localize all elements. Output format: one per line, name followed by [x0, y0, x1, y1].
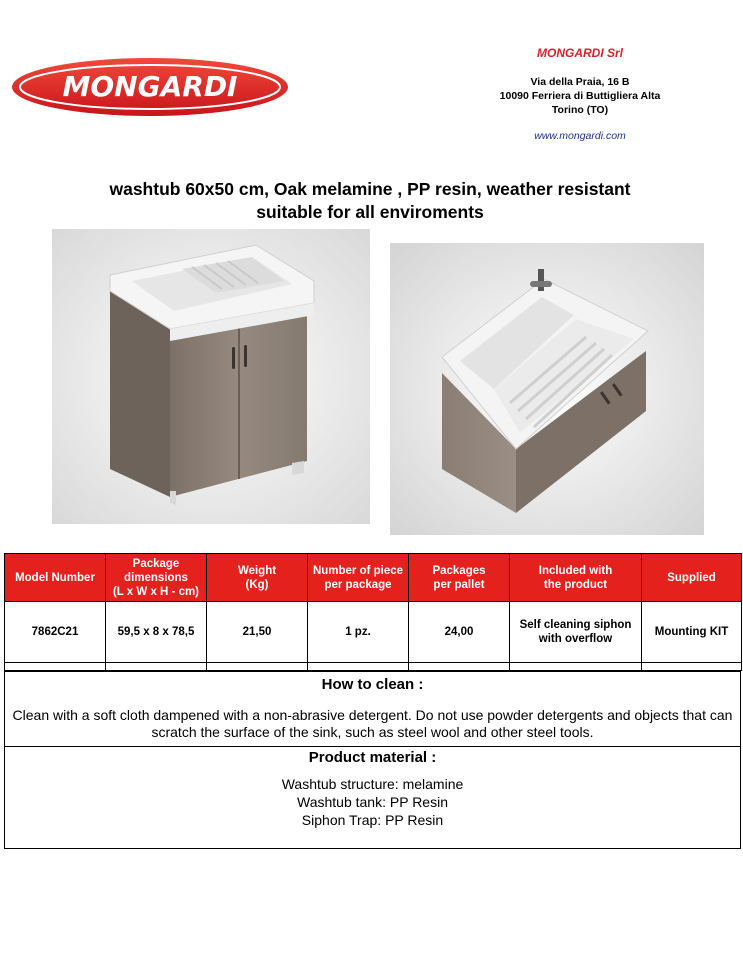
specs-table: [4, 553, 742, 671]
cell-supplied: Mounting KIT: [642, 602, 742, 663]
company-name: MONGARDI Srl: [536, 46, 623, 60]
cell-model-number: 7862C21: [5, 602, 106, 663]
specs-header-row: [5, 554, 742, 602]
header-included: Included with the product: [510, 554, 642, 602]
specs-data-row: [5, 602, 742, 663]
cell-weight: 21,50: [207, 602, 308, 663]
care-info-box: [4, 671, 741, 849]
material-line: Siphon Trap: PP Resin: [301, 812, 444, 828]
product-photo-front: [52, 229, 370, 524]
product-title-line: suitable for all enviroments: [256, 202, 484, 222]
company-address-line: Via della Praia, 16 B: [530, 76, 630, 88]
cleaning-text: Clean with a soft cloth dampened with a non-abrasive detergent. Do not use powder detergents and objects that can scratch the surface of the sink, such as steel wool and other steel tools.: [12, 707, 733, 740]
header-packages-per-pallet: Packages per pallet: [409, 554, 510, 602]
product-title: [40, 178, 700, 224]
product-photo-top: [390, 243, 704, 535]
material-heading: Product material :: [308, 749, 437, 766]
material-line: Washtub structure: melamine: [281, 776, 464, 792]
header-model-number: Model Number: [5, 554, 106, 602]
mongardi-logo: [10, 56, 290, 118]
material-line: Washtub tank: PP Resin: [297, 794, 448, 810]
product-title-line: washtub 60x50 cm, Oak melamine , PP resin, weather resistant: [109, 179, 631, 199]
cell-package-dimensions: 59,5 x 8 x 78,5: [106, 602, 207, 663]
cleaning-section: [5, 672, 740, 747]
cleaning-heading: How to clean :: [321, 676, 424, 693]
cell-included: Self cleaning siphon with overflow: [510, 602, 642, 663]
company-address-line: 10090 Ferriera di Buttigliera Alta: [499, 90, 661, 102]
specs-spacer-row: [5, 663, 742, 671]
company-website-link[interactable]: www.mongardi.com: [534, 130, 626, 142]
material-section: [5, 747, 740, 829]
logo-wordmark: MONGARDI: [62, 70, 238, 103]
cell-pieces: 1 pz.: [308, 602, 409, 663]
company-info: [470, 46, 690, 142]
header-supplied: Supplied: [642, 554, 742, 602]
header-package-dimensions: Package dimensions (L x W x H - cm): [106, 554, 207, 602]
cell-pallet: 24,00: [409, 602, 510, 663]
company-address-line: Torino (TO): [551, 104, 609, 116]
header-pieces-per-package: Number of piece per package: [308, 554, 409, 602]
header-weight: Weight (Kg): [207, 554, 308, 602]
